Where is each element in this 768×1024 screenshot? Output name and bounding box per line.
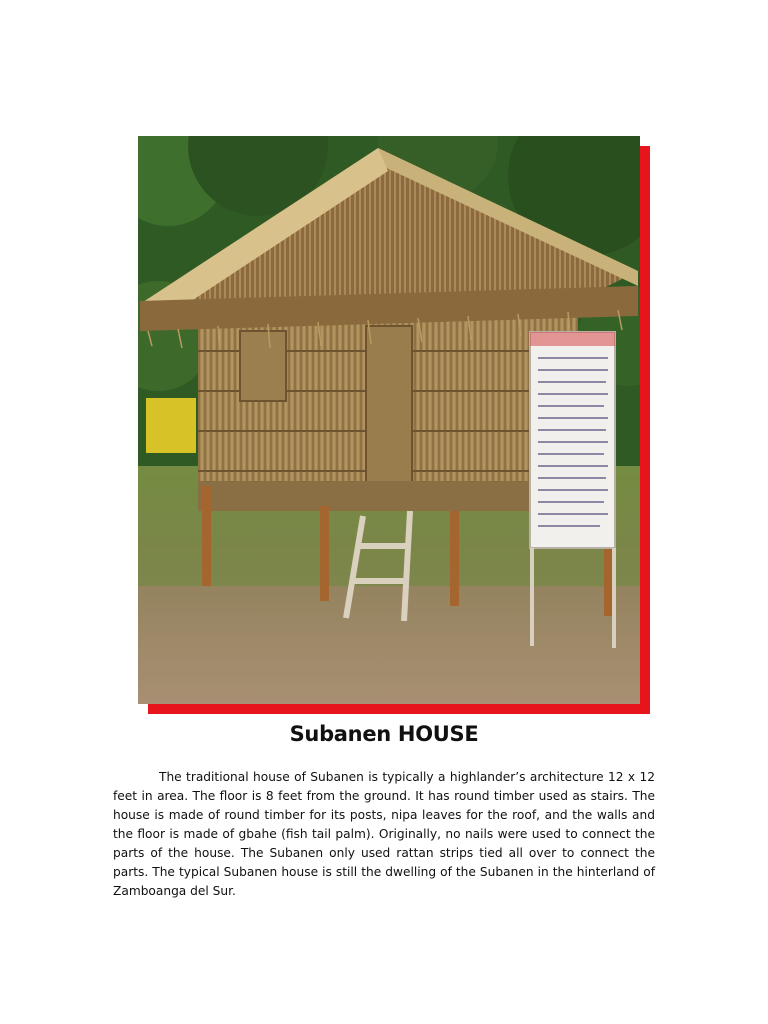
page-title: Subanen HOUSE — [289, 722, 479, 746]
body-paragraph: The traditional house of Subanen is typically a highlander’s architecture 12 x 12 feet in area. The floor is 8 feet from the ground. It has round timber used as stairs. The house is made of round timber for its posts, nipa leaves for the roof, and the walls and the floor is made of gbahe (fish tail palm). Originally, no nails were used to connect the parts of the house. The Subanen only used rattan strips tied all over to connect the parts. The typical Subanen house is still the dwelling of the Subanen in the hinterland of Zamboanga del Sur. — [113, 770, 655, 898]
photo-figure — [138, 136, 650, 716]
subanen-house-photo — [138, 136, 640, 704]
